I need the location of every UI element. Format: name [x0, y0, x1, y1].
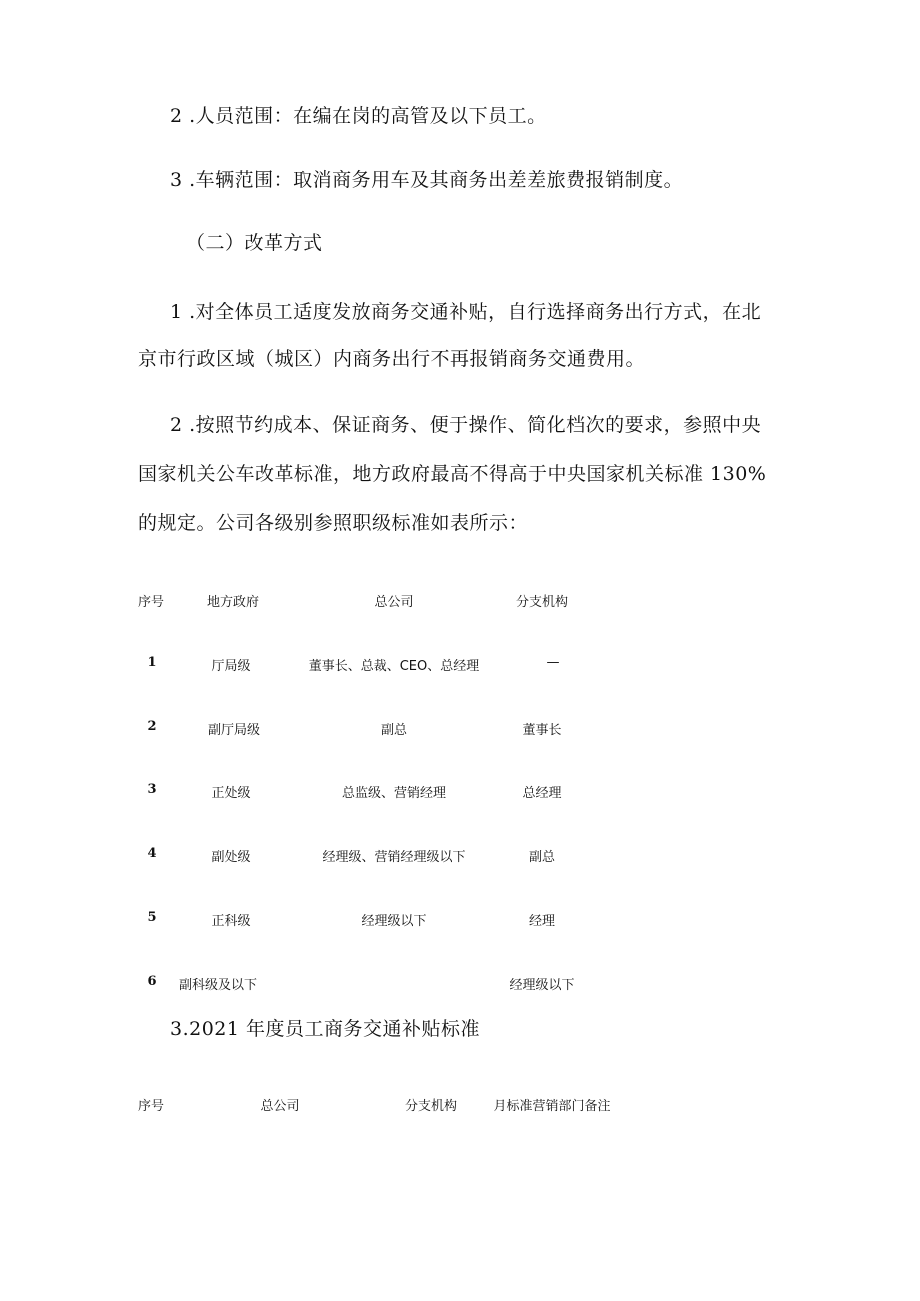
row-head-office: 总监级、营销经理 — [341, 786, 447, 801]
row-index: 5 — [147, 910, 157, 925]
vehicle-scope-paragraph: 3 .车辆范围：取消商务用车及其商务出差差旅费报销制度。 — [170, 169, 684, 191]
row-branch: 经理 — [528, 914, 556, 929]
row-head-office: 副总 — [380, 723, 408, 738]
row-index: 3 — [147, 782, 157, 797]
staff-scope-paragraph: 2 .人员范围：在编在岗的高管及以下员工。 — [170, 105, 547, 127]
row-head-office: 经理级、营销经理级以下 — [322, 850, 466, 865]
row-head-office: 经理级以下 — [361, 914, 427, 929]
row-local-gov: 副科级及以下 — [179, 978, 258, 993]
row-index: 4 — [147, 846, 157, 861]
subsidy-table-header-index: 序号 — [138, 1099, 165, 1114]
reform-method-heading: （二）改革方式 — [186, 232, 323, 254]
row-branch: 经理级以下 — [509, 978, 575, 993]
level-table-header-branch: 分支机构 — [515, 595, 569, 610]
row-branch: — — [546, 655, 560, 670]
method1-line1: 1 .对全体员工适度发放商务交通补贴，自行选择商务出行方式，在北 — [170, 301, 762, 323]
row-local-gov: 副厅局级 — [207, 723, 261, 738]
subsidy-standard-heading: 3.2021 年度员工商务交通补贴标准 — [170, 1018, 481, 1040]
method2-line2: 国家机关公车改革标准，地方政府最高不得高于中央国家机关标准 130% — [138, 463, 767, 485]
subsidy-table-header-head-office: 总公司 — [260, 1099, 300, 1114]
row-index: 6 — [147, 974, 157, 989]
level-table-header-local-gov: 地方政府 — [206, 595, 260, 610]
subsidy-table-header-branch: 分支机构 — [404, 1099, 458, 1114]
level-table-header-head-office: 总公司 — [374, 595, 414, 610]
row-local-gov: 正处级 — [211, 786, 251, 801]
row-index: 2 — [147, 719, 157, 734]
row-index: 1 — [147, 655, 157, 670]
row-branch: 董事长 — [522, 723, 562, 738]
row-local-gov: 副处级 — [211, 850, 251, 865]
row-local-gov: 厅局级 — [211, 659, 251, 674]
row-branch: 副总 — [528, 850, 556, 865]
method2-line1: 2 .按照节约成本、保证商务、便于操作、简化档次的要求，参照中央 — [170, 414, 762, 436]
row-branch: 总经理 — [522, 786, 562, 801]
method2-line3: 的规定。公司各级别参照职级标准如表所示： — [138, 512, 529, 534]
row-local-gov: 正科级 — [211, 914, 251, 929]
subsidy-table-header-monthly-standard: 月标准营销部门备注 — [493, 1099, 611, 1114]
method1-line2: 京市行政区域（城区）内商务出行不再报销商务交通费用。 — [138, 348, 646, 370]
level-table-header-index: 序号 — [138, 595, 165, 610]
row-head-office: 董事长、总裁、CEO、总经理 — [308, 659, 480, 674]
